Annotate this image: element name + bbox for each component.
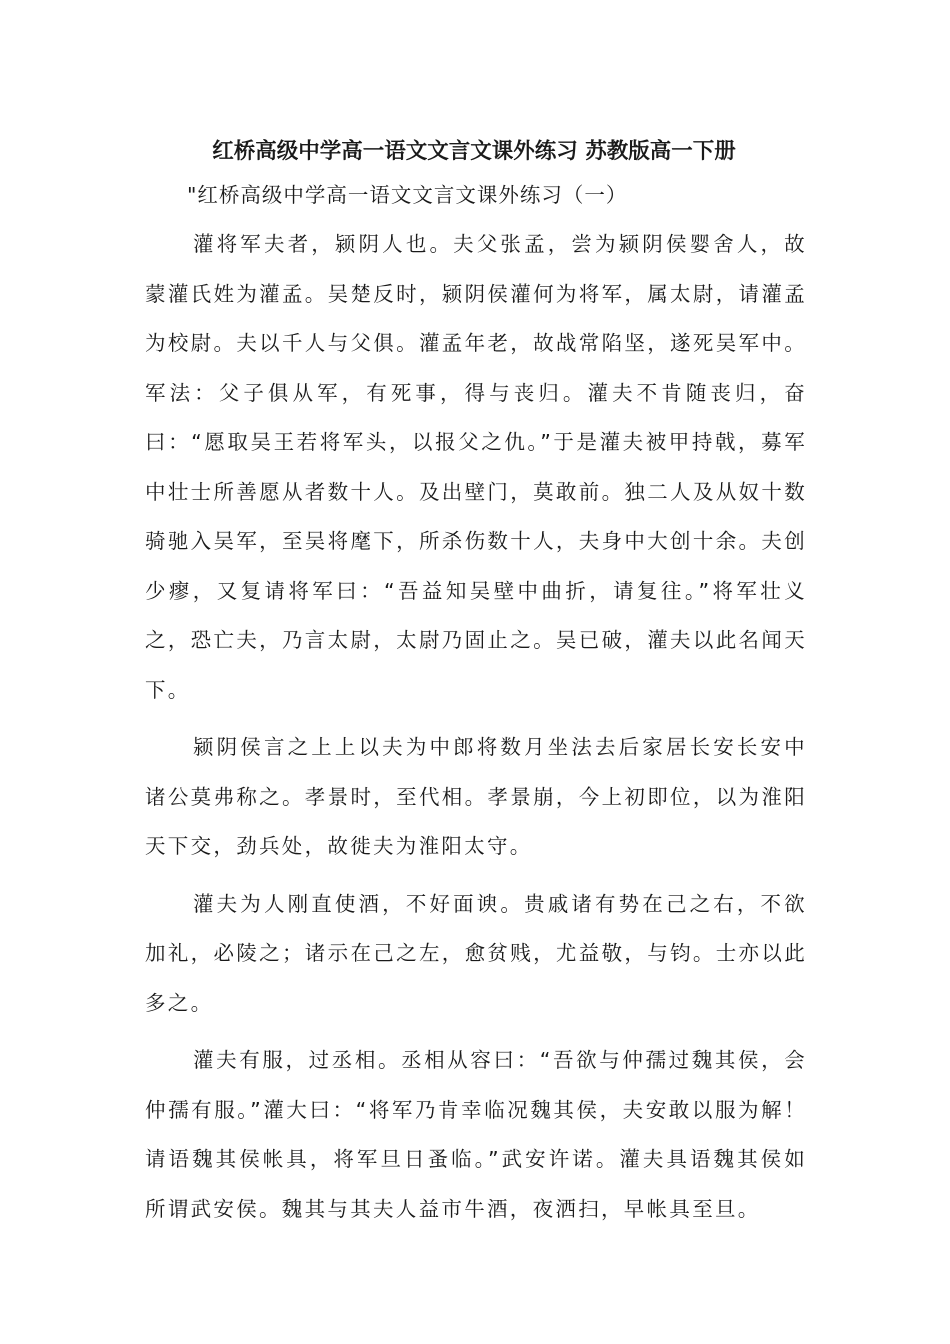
paragraph-3: 灌夫为人刚直使酒，不好面谀。贵戚诸有势在己之右，不欲加礼，必陵之；诸示在己之左，愈贫贱，尤益敬，与钧。士亦以此多之。 [145,891,807,1015]
paragraph-1: 灌将军夫者，颍阴人也。夫父张孟，尝为颍阴侯婴舍人，故蒙灌氏姓为灌孟。吴楚反时，颍阴侯灌何为将军，属太尉，请灌孟为校尉。夫以千人与父俱。灌孟年老，故战常陷坚，遂死吴军中。军法：父子俱从军，有死事，得与丧归。灌夫不肯随丧归，奋曰：“愿取吴王若将军头，以报父之仇。”于是灌夫被甲持戟，募军中壮士所善愿从者数十人。及出壁门，莫敢前。独二人及从奴十数骑驰入吴军，至吴将麾下，所杀伤数十人，夫身中大创十余。夫创少瘳，又复请将军曰：“吾益知吴壁中曲折，请复往。”将军壮义之，恐亡夫，乃言太尉，太尉乃固止之。吴已破，灌夫以此名闻天下。 [145,232,807,702]
document-subtitle: "红桥高级中学高一语文文言文课外练习（一） [187,183,628,207]
document-page [145,130,807,1242]
document-title: 红桥高级中学高一语文文言文课外练习 苏教版高一下册 [212,139,736,164]
paragraph-4: 灌夫有服，过丞相。丞相从容曰：“吾欲与仲孺过魏其侯，会仲孺有服。”灌大曰：“将军乃肯幸临况魏其侯，夫安敢以服为解！请语魏其侯帐具，将军旦日蚤临。”武安许诺。灌夫具语魏其侯如所谓武安侯。魏其与其夫人益市牛酒，夜洒扫，早帐具至旦。 [145,1048,807,1221]
paragraph-2: 颍阴侯言之上上以夫为中郎将数月坐法去后家居长安长安中诸公莫弗称之。孝景时，至代相。孝景崩，今上初即位，以为淮阳天下交，劲兵处，故徙夫为淮阳太守。 [145,735,807,858]
